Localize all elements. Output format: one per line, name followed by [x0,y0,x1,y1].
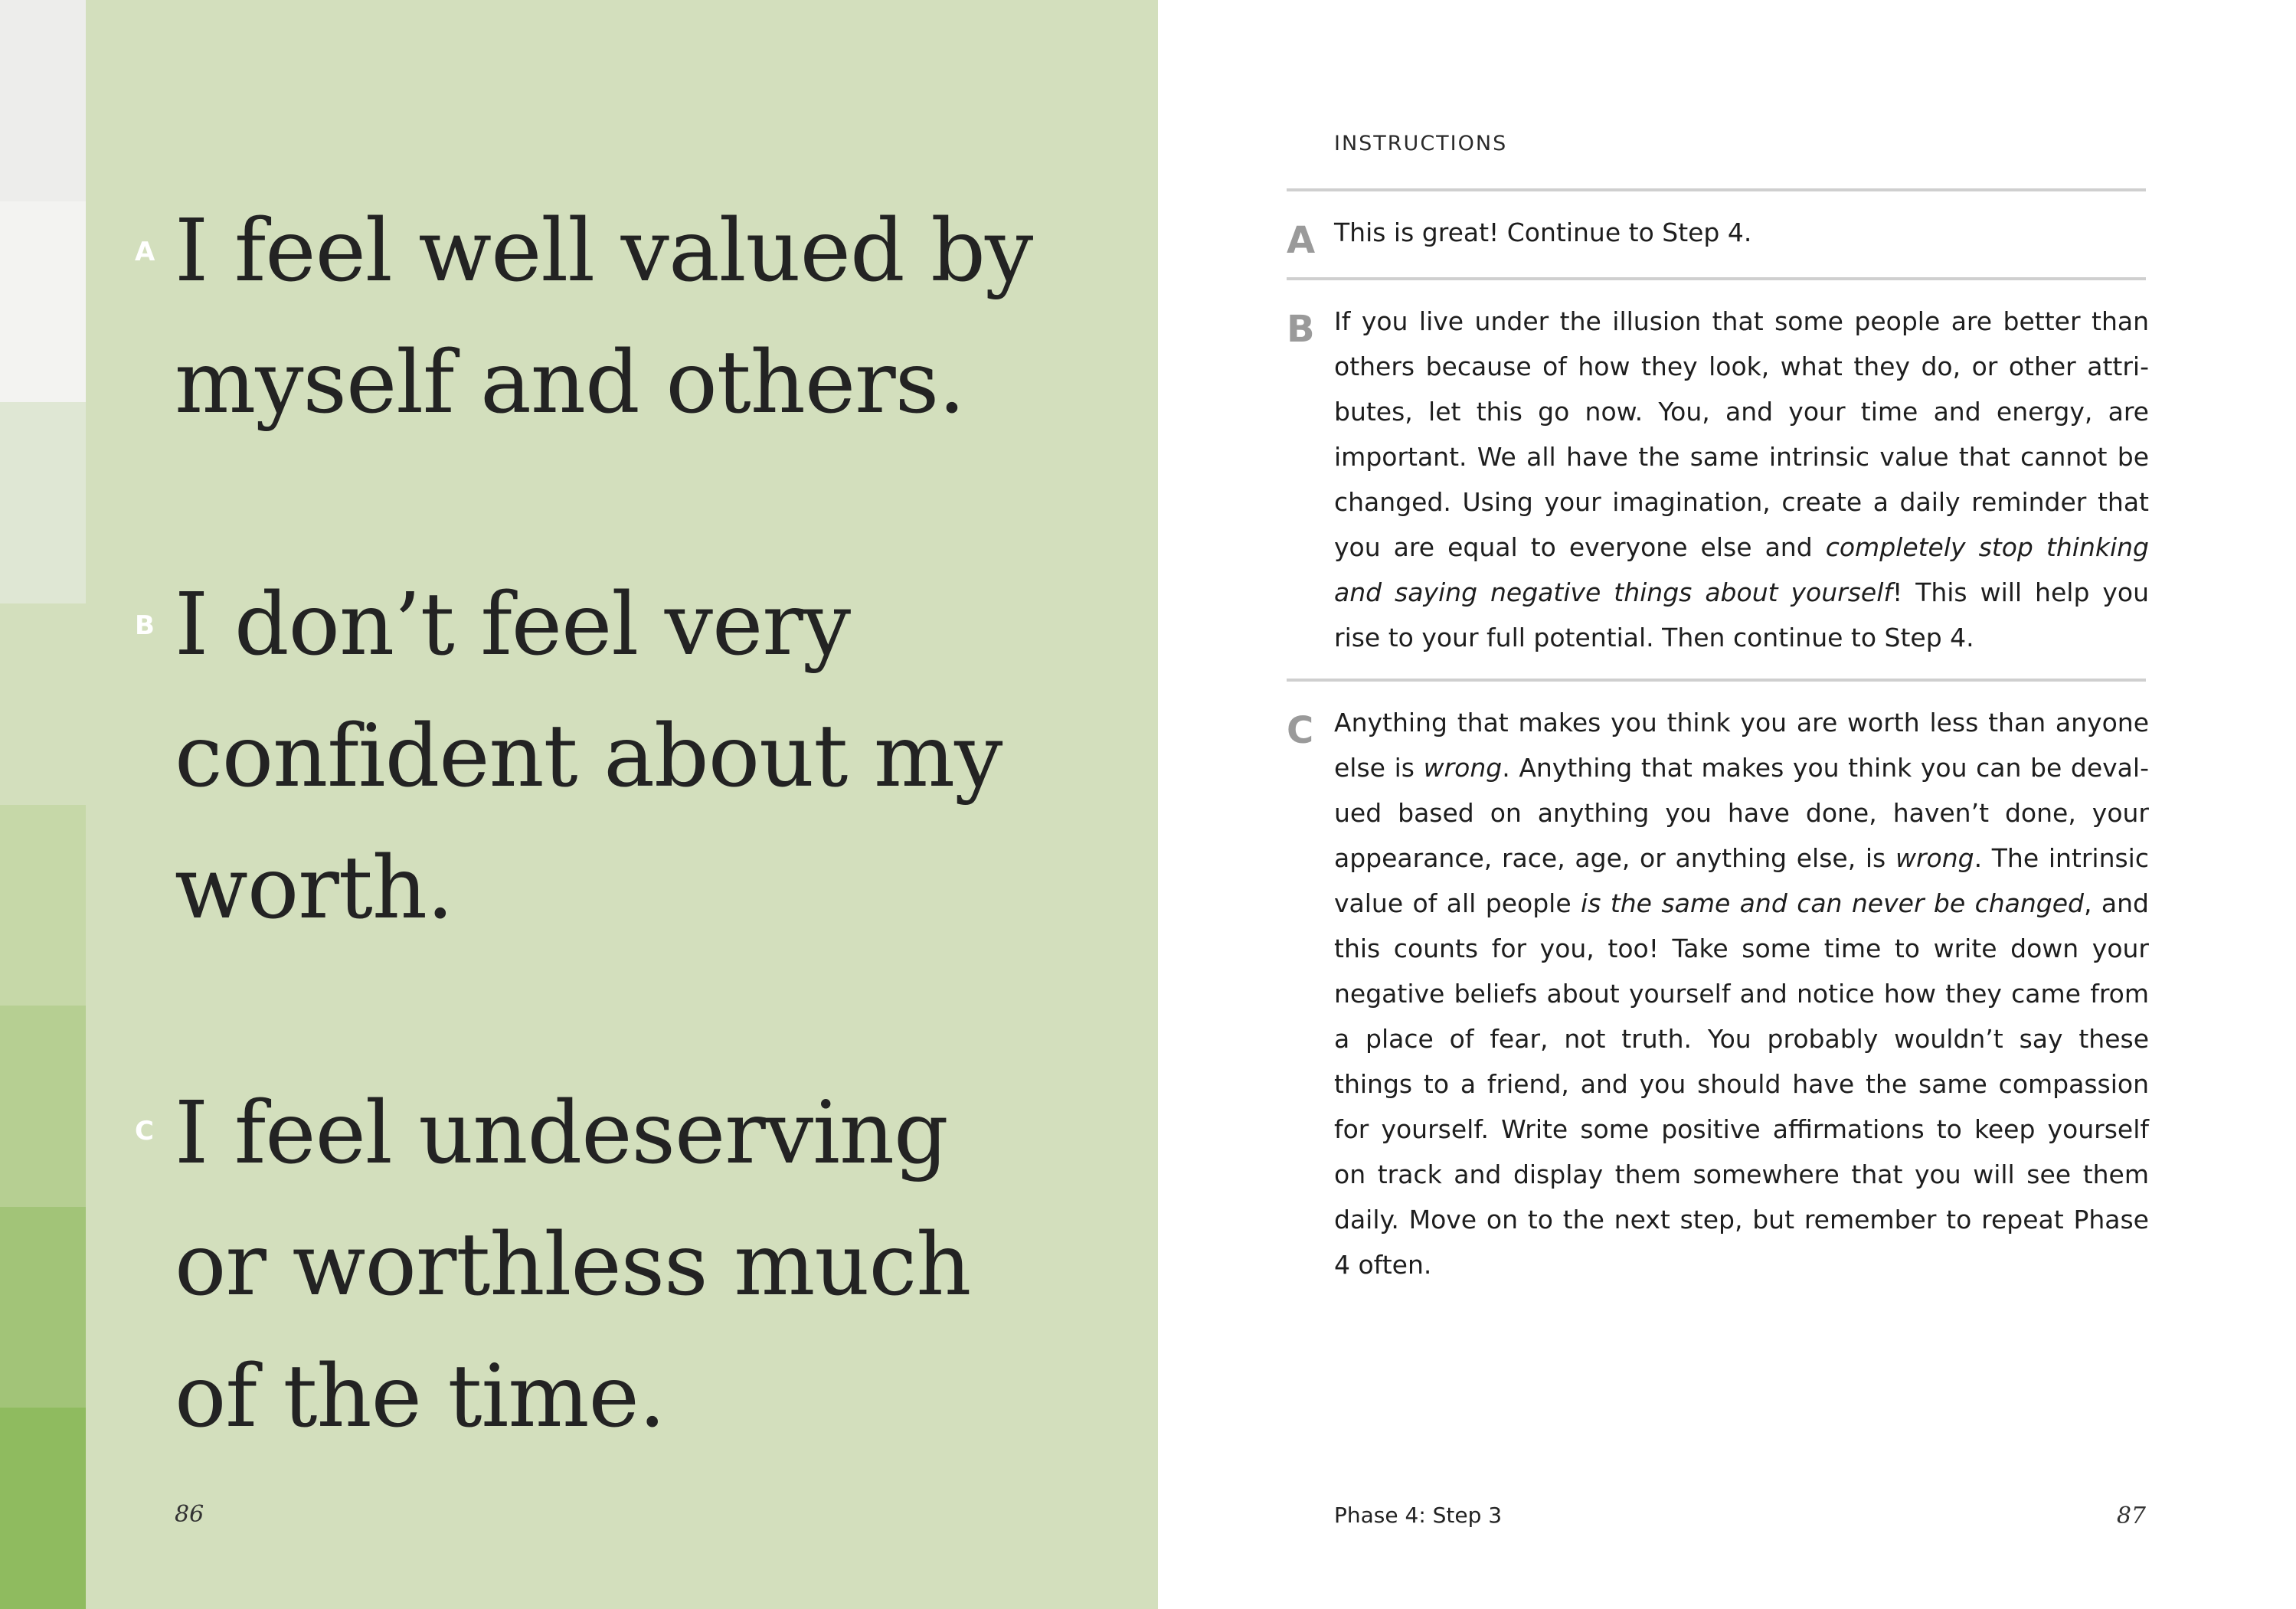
edge-tab [0,1006,86,1207]
statement-a [175,185,1032,449]
page-number-left: 86 [175,1501,204,1528]
edge-tab [0,1408,86,1609]
divider [1287,188,2146,191]
divider [1287,679,2146,682]
statement-line: myself and others. [175,333,965,433]
edge-tab [0,0,86,201]
instruction-c [1334,700,2149,1287]
statement-marker-b: B [135,610,155,641]
instructions-heading: INSTRUCTIONS [1334,132,1508,155]
edge-tab [0,805,86,1006]
edge-tab [0,1207,86,1408]
instruction-emphasis: completely stop thinking and saying negative things about yourself [1334,532,2149,607]
instruction-b [1334,299,2149,660]
instruction-text: , and this counts for you, too! Take some time to write down your negative beliefs about yourself and notice how they came from a place of fear, not truth. You probably wouldn’t say these things to a friend, and you should have the same compassion for yourself. Write some positive affirmations to keep yourself on track and display them somewhere that you will see them daily. Move on to the next step, but remember to repeat Phase 4 often. [1334,888,2149,1280]
statement-b [175,559,1002,954]
statement-marker-a: A [135,237,155,267]
instruction-text: Anything that makes you think you are worth less than anyone else is [1334,708,2149,783]
edge-tab [0,201,86,403]
statement-line: I feel undeserving [175,1084,948,1183]
instruction-emphasis: wrong [1423,753,1503,783]
instruction-text: . The intrinsic value of all people [1334,843,2149,918]
instruction-text: . Anything that makes you think you can be devalued based on anything you have done, haven’t done, your appearance, race, age, or anything else, is [1334,753,2149,873]
statement-line: of the time. [175,1347,666,1447]
instruction-marker-c: C [1287,709,1314,752]
divider [1287,277,2146,280]
statement-line: confident about my [175,707,1002,806]
instruction-a [1334,210,2149,255]
footer-section-label: Phase 4: Step 3 [1334,1503,1503,1528]
edge-tab [0,603,86,805]
instruction-text: If you live under the illusion that some people are better than others because of how they look, what they do, or other attributes, let this go now. You, and your time and energy, are important. We all have the same intrinsic value that cannot be changed. Using your imagination, create a daily reminder that you are equal to everyone else and [1334,306,2149,562]
page-number-right: 87 [2116,1503,2146,1529]
instruction-marker-a: A [1287,219,1316,262]
statement-line: or worthless much [175,1215,971,1315]
statement-line: I don’t feel very [175,575,851,675]
statement-line: I feel well valued by [175,201,1033,301]
instruction-emphasis: is the same and can never be changed [1581,888,2084,918]
instruction-text: ! This will help you rise to your full potential. Then continue to Step 4. [1334,577,2149,652]
edge-tab [0,402,86,603]
instruction-text: This is great! Continue to Step 4. [1334,217,1752,247]
statement-marker-c: C [135,1116,154,1146]
color-edge-strip [0,0,86,1609]
statement-line: worth. [175,839,453,938]
instruction-emphasis: wrong [1895,843,1974,873]
statement-c [175,1068,970,1463]
instruction-marker-b: B [1287,308,1315,351]
